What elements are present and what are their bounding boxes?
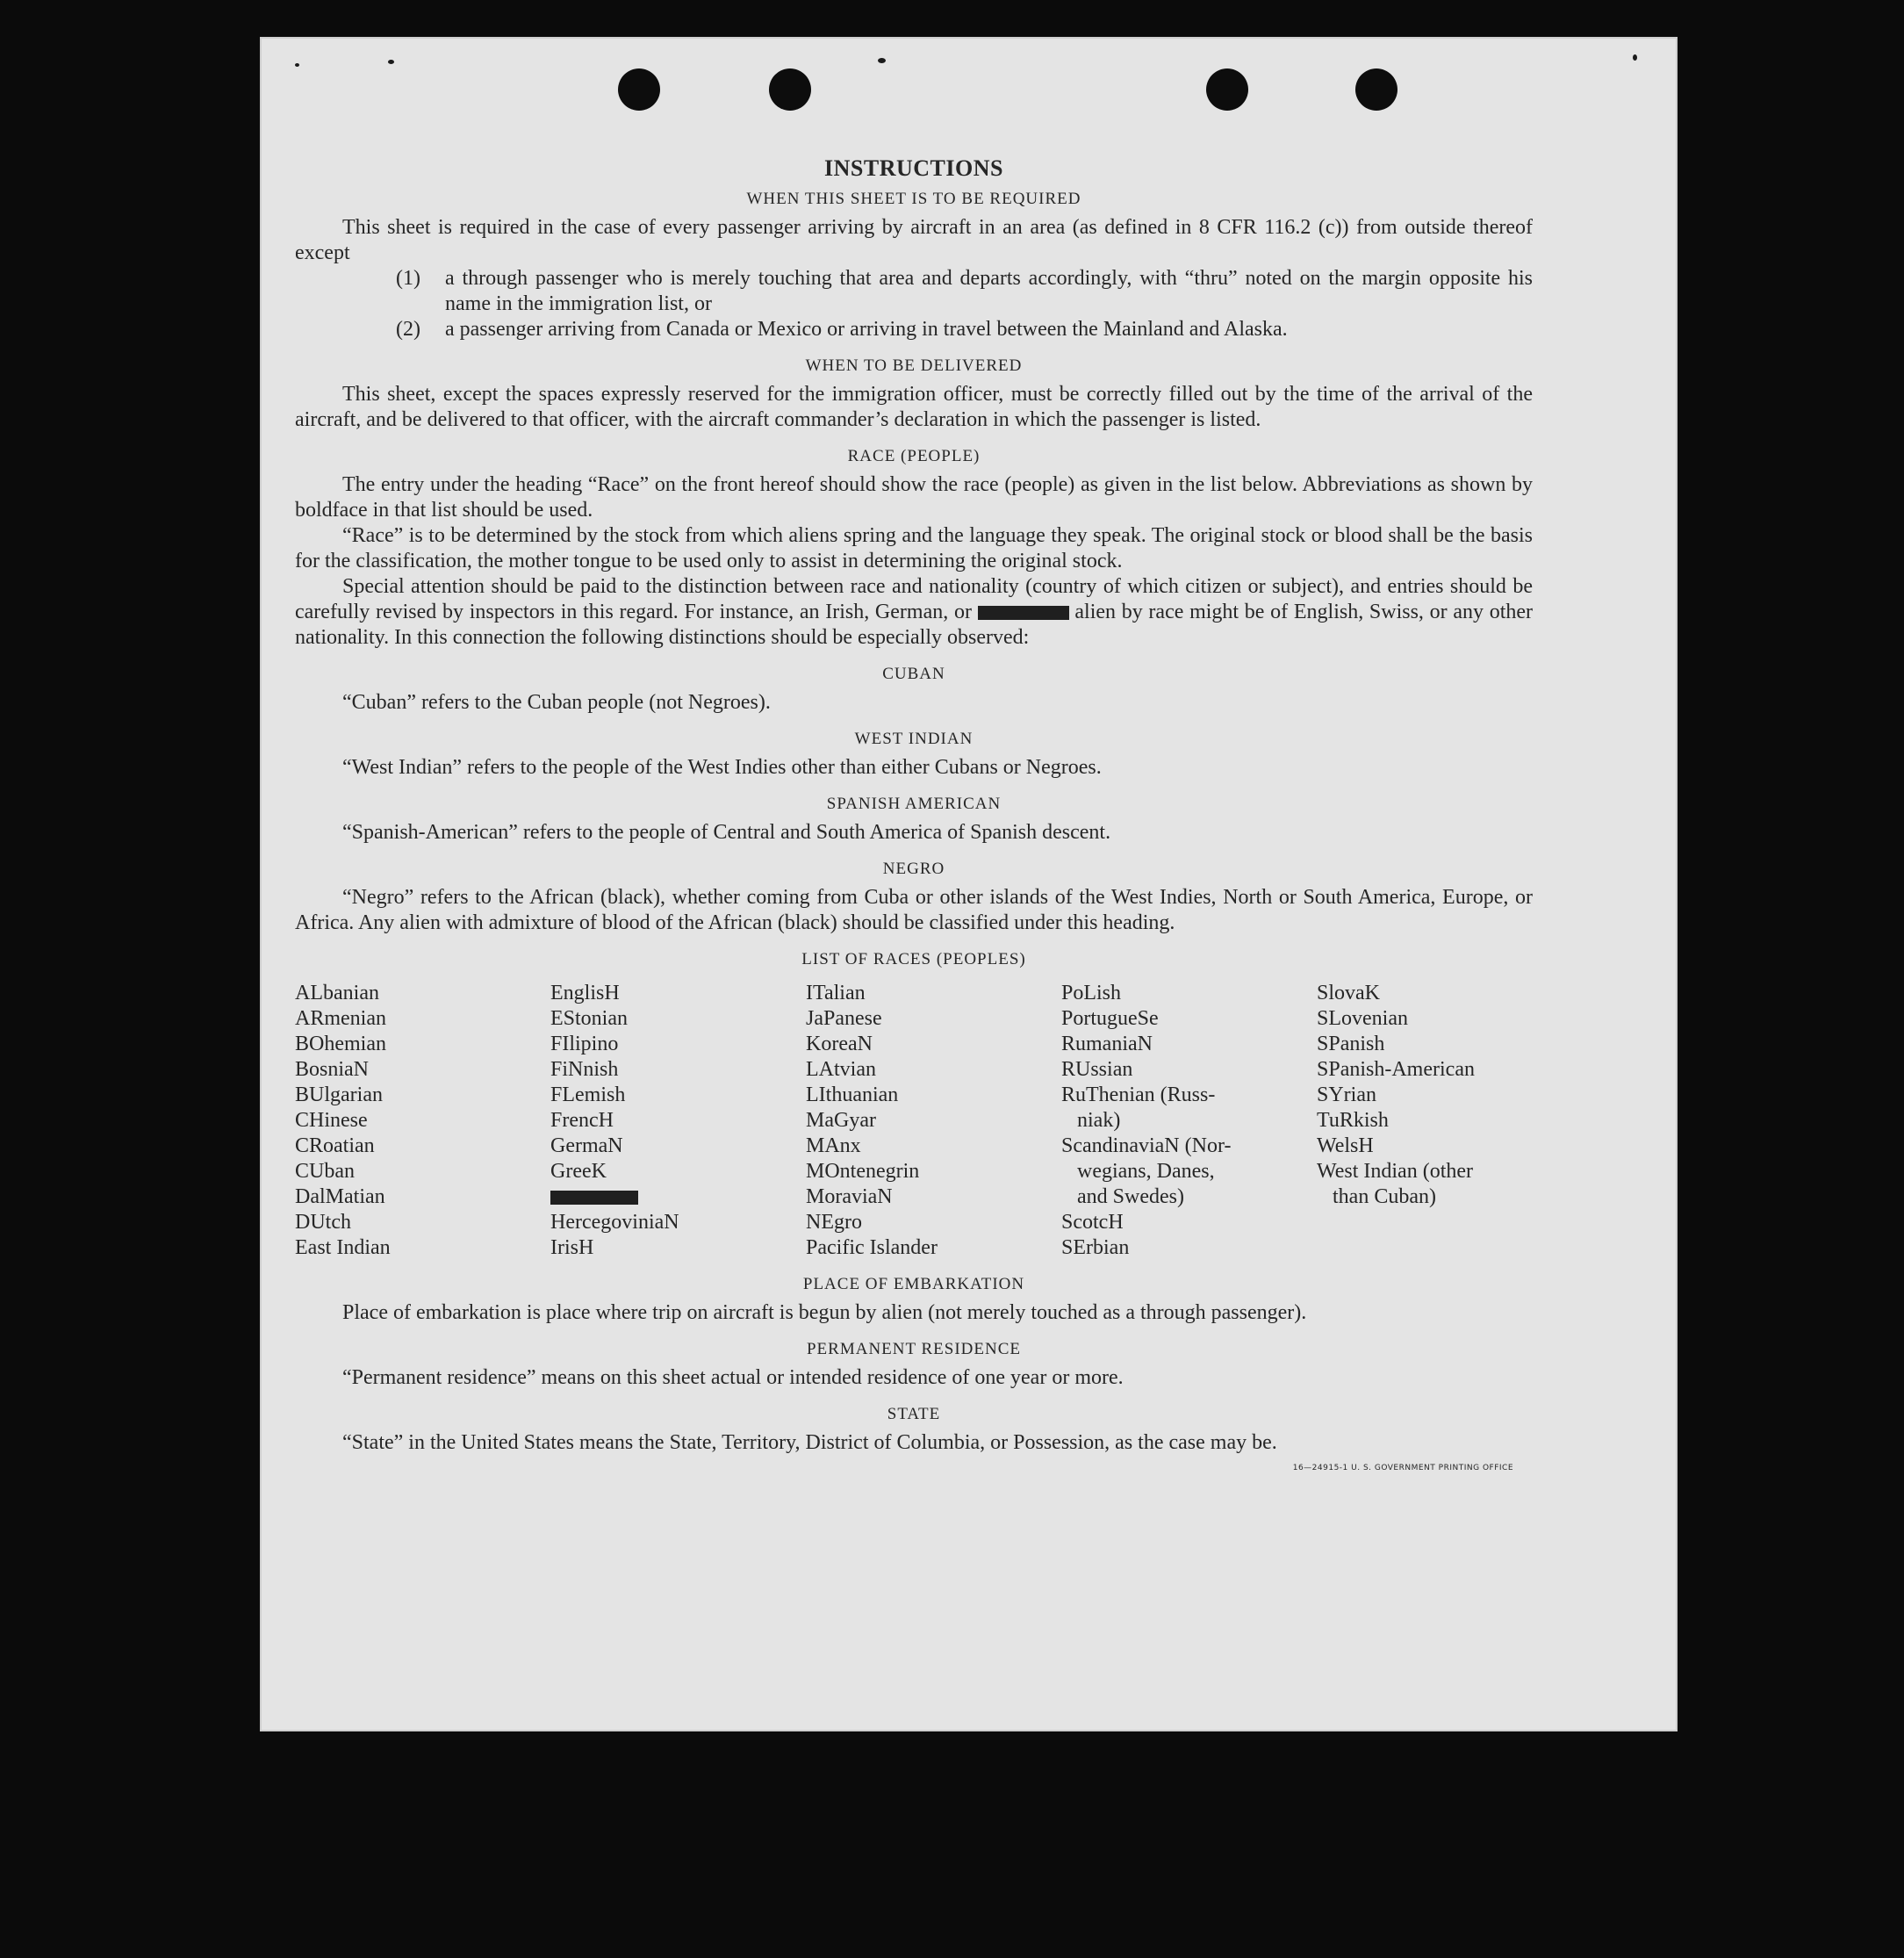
instructions-content <box>295 155 1533 1486</box>
race-entry: HercegoviniaN <box>550 1211 679 1234</box>
race-entry: WelsH <box>1317 1134 1374 1157</box>
race-entry: than Cuban) <box>1317 1185 1436 1208</box>
race-entry: niak) <box>1061 1109 1121 1132</box>
race-entry: BosniaN <box>295 1058 369 1081</box>
race-entry: SPanish-American <box>1317 1058 1475 1081</box>
race-list <box>295 981 1533 1261</box>
race-paragraph-3 <box>295 574 1533 651</box>
race-entry: BOhemian <box>295 1033 386 1055</box>
race-column <box>550 981 806 1261</box>
heading-west-indian: WEST INDIAN <box>854 730 974 748</box>
race-entry: IrisH <box>550 1236 594 1259</box>
race-entry: JaPanese <box>806 1007 882 1030</box>
embarkation-text: Place of embarkation is place where trip on aircraft is begun by alien (not merely touched as a through passenger). <box>342 1301 1307 1324</box>
race-entry: RUssian <box>1061 1058 1133 1081</box>
race-entry: DUtch <box>295 1211 351 1234</box>
race-entry: MAnx <box>806 1134 861 1157</box>
race-entry: GermaN <box>550 1134 623 1157</box>
negro-text: “Negro” refers to the African (black), whether coming from Cuba or other islands of the West Indies, North or South America, Europe, or Africa. Any alien with admixture of blood of the African (black) should be classified under this heading. <box>295 886 1533 934</box>
race-entry: SErbian <box>1061 1236 1130 1259</box>
dust-speck <box>878 58 886 63</box>
west-indian-text: “West Indian” refers to the people of the West Indies other than either Cubans or Negroes. <box>342 756 1102 779</box>
race-entry: ScandinaviaN (Nor- <box>1061 1134 1232 1157</box>
race-paragraph-2: “Race” is to be determined by the stock from which aliens spring and the language they speak. The original stock or blood shall be the basis for the classification, the mother tongue to be used only to assist in determining the original stock. <box>295 524 1533 572</box>
race-entry: ARmenian <box>295 1007 386 1030</box>
race-entry: DalMatian <box>295 1185 385 1208</box>
race-entry: LIthuanian <box>806 1083 899 1106</box>
document-sheet <box>260 37 1678 1731</box>
race-entry: FLemish <box>550 1083 626 1106</box>
punch-hole <box>1206 68 1248 111</box>
state-text: “State” in the United States means the State, Territory, District of Columbia, or Possession, as the case may be. <box>342 1431 1277 1454</box>
residence-text: “Permanent residence” means on this sheet actual or intended residence of one year or more. <box>342 1366 1124 1389</box>
race-entry: PortugueSe <box>1061 1007 1159 1030</box>
race-entry: East Indian <box>295 1236 391 1259</box>
race-entry: SLovenian <box>1317 1007 1408 1030</box>
heading-when-delivered: WHEN TO BE DELIVERED <box>805 356 1023 375</box>
heading-spanish-american: SPANISH AMERICAN <box>826 795 1002 813</box>
race-entry: MOntenegrin <box>806 1160 920 1183</box>
race-entry: FIlipino <box>550 1033 619 1055</box>
exception-text: a passenger arriving from Canada or Mexico or arriving in travel between the Mainland and Alaska. <box>445 318 1288 341</box>
race-entry: PoLish <box>1061 982 1122 1004</box>
race-paragraph-1: The entry under the heading “Race” on the front hereof should show the race (people) as given in the list below. Abbreviations as shown by boldface in that list should be used. <box>295 473 1533 522</box>
heading-when-required: WHEN THIS SHEET IS TO BE REQUIRED <box>746 190 1081 208</box>
printing-office-code: 16—24915-1 U. S. GOVERNMENT PRINTING OFFICE <box>1292 1464 1513 1472</box>
punch-hole <box>1355 68 1397 111</box>
race-entry: RuThenian (Russ- <box>1061 1083 1216 1106</box>
redaction-mark <box>978 606 1069 620</box>
race-entry: KoreaN <box>806 1033 873 1055</box>
race-entry: ITalian <box>806 982 866 1004</box>
dust-speck <box>1633 54 1637 61</box>
race-entry: West Indian (other <box>1317 1160 1474 1183</box>
race-entry: FrencH <box>550 1109 614 1132</box>
redaction-mark <box>550 1191 638 1205</box>
race-paragraph-3-start: Special attention should be paid to the distinction between race and nationality (country of which citizen or subject), and entries should be carefully revised by inspectors in this regard. For instance, an Irish, German, or <box>295 575 1533 623</box>
race-column <box>1061 981 1317 1261</box>
exception-item <box>396 317 1533 342</box>
race-entry: FiNnish <box>550 1058 619 1081</box>
exception-number: (1) <box>396 267 420 290</box>
race-entry: SlovaK <box>1317 982 1380 1004</box>
footer <box>295 1456 1533 1486</box>
heading-list-of-races: LIST OF RACES (PEOPLES) <box>801 950 1026 968</box>
heading-cuban: CUBAN <box>882 665 945 683</box>
exception-text: a through passenger who is merely touching that area and departs accordingly, with “thru” noted on the margin opposite his name in the immigration list, or <box>445 267 1533 315</box>
race-entry: NEgro <box>806 1211 862 1234</box>
delivered-text: This sheet, except the spaces expressly reserved for the immigration officer, must be correctly filled out by the time of the arrival of the aircraft, and be delivered to that officer, with the aircraft commander’s declaration in which the passenger is listed. <box>295 383 1533 431</box>
race-entry: and Swedes) <box>1061 1185 1184 1208</box>
heading-place-of-embarkation: PLACE OF EMBARKATION <box>802 1275 1025 1293</box>
heading-permanent-residence: PERMANENT RESIDENCE <box>806 1340 1022 1358</box>
race-entry: GreeK <box>550 1160 607 1183</box>
punch-hole <box>618 68 660 111</box>
spanish-american-text: “Spanish-American” refers to the people of Central and South America of Spanish descent. <box>342 821 1111 844</box>
race-entry: ALbanian <box>295 982 379 1004</box>
cuban-text: “Cuban” refers to the Cuban people (not Negroes). <box>342 691 771 714</box>
race-entry: CHinese <box>295 1109 368 1132</box>
race-entry: wegians, Danes, <box>1061 1160 1215 1183</box>
exception-item <box>396 266 1533 317</box>
heading-state: STATE <box>887 1405 941 1423</box>
page-title: INSTRUCTIONS <box>824 155 1003 181</box>
race-entry: LAtvian <box>806 1058 876 1081</box>
race-entry: RumaniaN <box>1061 1033 1153 1055</box>
race-entry: EnglisH <box>550 982 620 1004</box>
race-column <box>1317 981 1533 1261</box>
race-entry: SYrian <box>1317 1083 1376 1106</box>
race-entry: EStonian <box>550 1007 628 1030</box>
race-entry: SPanish <box>1317 1033 1385 1055</box>
race-entry: ScotcH <box>1061 1211 1124 1234</box>
race-entry: CRoatian <box>295 1134 375 1157</box>
race-entry: MoraviaN <box>806 1185 893 1208</box>
dust-speck <box>388 60 394 64</box>
race-paragraph-3-end: alien by race might be of English, Swiss, or any other nationality. In this connection the following distinctions should be especially observed: <box>295 601 1534 649</box>
race-entry: MaGyar <box>806 1109 876 1132</box>
race-entry: Pacific Islander <box>806 1236 938 1259</box>
punch-hole <box>769 68 811 111</box>
race-entry: TuRkish <box>1317 1109 1389 1132</box>
heading-race: RACE (PEOPLE) <box>847 447 981 465</box>
exception-number: (2) <box>396 318 420 341</box>
race-entry-redacted <box>550 1184 806 1210</box>
dust-speck <box>295 63 299 67</box>
required-intro: This sheet is required in the case of every passenger arriving by aircraft in an area (as defined in 8 CFR 116.2 (c)) from outside thereof except <box>295 216 1533 264</box>
race-column <box>295 981 550 1261</box>
heading-negro: NEGRO <box>882 860 945 878</box>
race-entry: BUlgarian <box>295 1083 383 1106</box>
race-entry: CUban <box>295 1160 355 1183</box>
race-column <box>806 981 1061 1261</box>
